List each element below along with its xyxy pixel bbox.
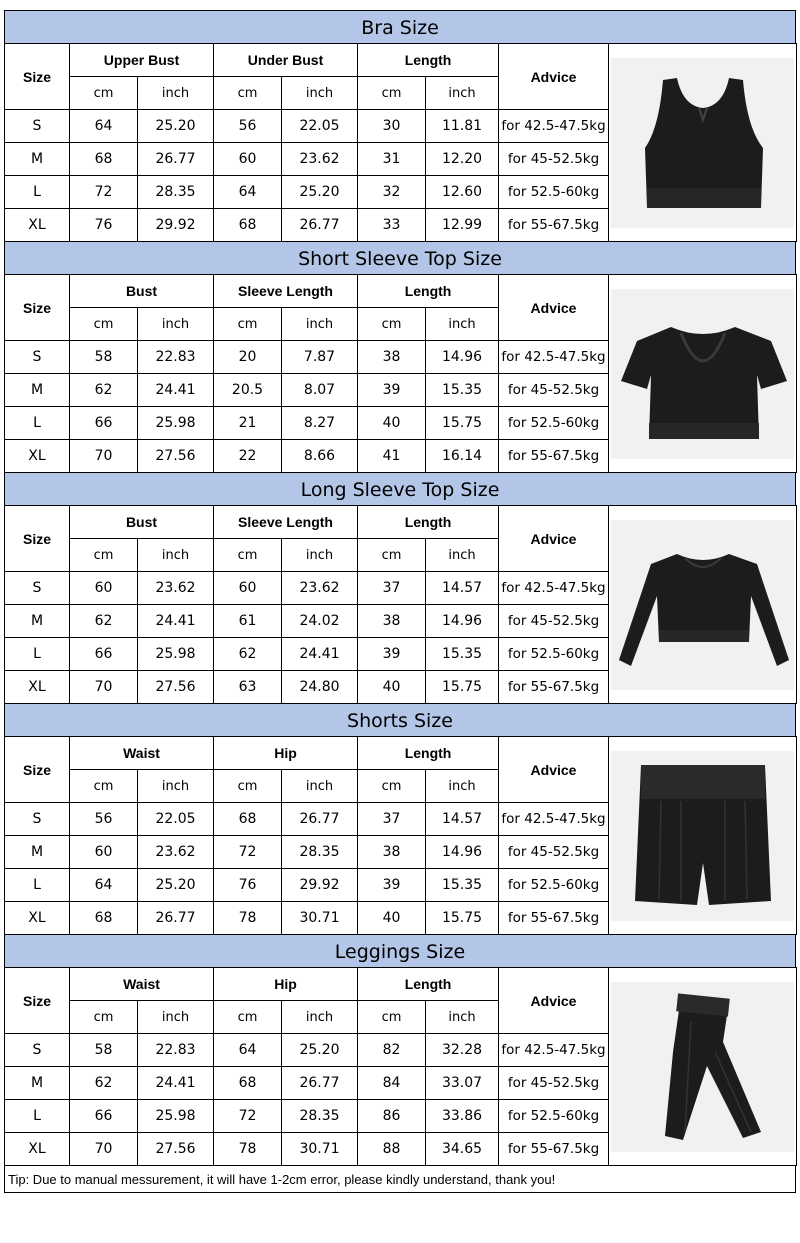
value-cell: 60: [214, 143, 282, 176]
value-cell: 31: [358, 143, 426, 176]
value-cell: 86: [358, 1100, 426, 1133]
size-cell: XL: [5, 1133, 70, 1166]
advice-header: Advice: [499, 275, 609, 341]
measure-group-header: Sleeve Length: [214, 275, 358, 308]
value-cell: 8.27: [282, 407, 358, 440]
value-cell: 78: [214, 902, 282, 935]
measure-group-header: Length: [358, 968, 499, 1001]
advice-cell: for 55-67.5kg: [499, 902, 609, 935]
value-cell: 60: [70, 836, 138, 869]
value-cell: 62: [214, 638, 282, 671]
value-cell: 15.35: [426, 638, 499, 671]
size-cell: L: [5, 638, 70, 671]
value-cell: 8.07: [282, 374, 358, 407]
value-cell: 70: [70, 1133, 138, 1166]
value-cell: 60: [214, 572, 282, 605]
value-cell: 27.56: [138, 440, 214, 473]
value-cell: 15.35: [426, 869, 499, 902]
size-cell: XL: [5, 671, 70, 704]
measure-group-header: Length: [358, 506, 499, 539]
product-photo: [609, 275, 797, 473]
size-cell: M: [5, 1067, 70, 1100]
value-cell: 39: [358, 869, 426, 902]
value-cell: 68: [214, 209, 282, 242]
value-cell: 28.35: [282, 1100, 358, 1133]
unit-cell: cm: [214, 77, 282, 110]
value-cell: 72: [214, 1100, 282, 1133]
unit-cell: cm: [214, 308, 282, 341]
value-cell: 72: [70, 176, 138, 209]
size-chart: [4, 11, 796, 1193]
value-cell: 7.87: [282, 341, 358, 374]
product-photo: [609, 506, 797, 704]
size-cell: S: [5, 572, 70, 605]
value-cell: 12.60: [426, 176, 499, 209]
value-cell: 28.35: [282, 836, 358, 869]
value-cell: 14.96: [426, 836, 499, 869]
unit-cell: cm: [358, 77, 426, 110]
value-cell: 24.41: [282, 638, 358, 671]
value-cell: 15.35: [426, 374, 499, 407]
black-long-sleeve-crop-top-image: [611, 520, 794, 690]
size-section: [4, 934, 796, 1166]
advice-cell: for 55-67.5kg: [499, 440, 609, 473]
value-cell: 26.77: [282, 209, 358, 242]
value-cell: 28.35: [138, 176, 214, 209]
unit-cell: inch: [138, 539, 214, 572]
size-section: [4, 472, 796, 704]
unit-cell: inch: [282, 539, 358, 572]
value-cell: 58: [70, 1034, 138, 1067]
value-cell: 23.62: [138, 836, 214, 869]
value-cell: 29.92: [138, 209, 214, 242]
value-cell: 27.56: [138, 1133, 214, 1166]
value-cell: 14.57: [426, 572, 499, 605]
unit-cell: inch: [282, 308, 358, 341]
advice-cell: for 45-52.5kg: [499, 1067, 609, 1100]
size-cell: XL: [5, 902, 70, 935]
value-cell: 39: [358, 374, 426, 407]
value-cell: 37: [358, 803, 426, 836]
value-cell: 40: [358, 902, 426, 935]
value-cell: 68: [214, 803, 282, 836]
size-cell: S: [5, 341, 70, 374]
value-cell: 33.07: [426, 1067, 499, 1100]
value-cell: 68: [214, 1067, 282, 1100]
value-cell: 22: [214, 440, 282, 473]
value-cell: 20.5: [214, 374, 282, 407]
value-cell: 24.41: [138, 374, 214, 407]
value-cell: 38: [358, 341, 426, 374]
measure-group-header: Waist: [70, 968, 214, 1001]
value-cell: 66: [70, 407, 138, 440]
value-cell: 14.96: [426, 341, 499, 374]
value-cell: 66: [70, 638, 138, 671]
advice-cell: for 52.5-60kg: [499, 638, 609, 671]
value-cell: 68: [70, 902, 138, 935]
value-cell: 60: [70, 572, 138, 605]
section-title: Leggings Size: [4, 934, 796, 968]
value-cell: 32: [358, 176, 426, 209]
value-cell: 14.96: [426, 605, 499, 638]
size-section: [4, 10, 796, 242]
value-cell: 29.92: [282, 869, 358, 902]
value-cell: 56: [214, 110, 282, 143]
value-cell: 76: [70, 209, 138, 242]
value-cell: 20: [214, 341, 282, 374]
size-cell: L: [5, 176, 70, 209]
value-cell: 88: [358, 1133, 426, 1166]
size-cell: S: [5, 803, 70, 836]
header-row: [5, 737, 797, 770]
size-table: [4, 43, 797, 242]
value-cell: 23.62: [282, 143, 358, 176]
unit-cell: inch: [426, 77, 499, 110]
measure-group-header: Length: [358, 275, 499, 308]
value-cell: 64: [214, 1034, 282, 1067]
value-cell: 33.86: [426, 1100, 499, 1133]
value-cell: 68: [70, 143, 138, 176]
value-cell: 40: [358, 407, 426, 440]
measure-group-header: Under Bust: [214, 44, 358, 77]
value-cell: 22.05: [138, 803, 214, 836]
value-cell: 34.65: [426, 1133, 499, 1166]
measure-group-header: Length: [358, 737, 499, 770]
size-cell: L: [5, 1100, 70, 1133]
value-cell: 15.75: [426, 902, 499, 935]
value-cell: 12.99: [426, 209, 499, 242]
value-cell: 11.81: [426, 110, 499, 143]
advice-header: Advice: [499, 44, 609, 110]
unit-cell: cm: [214, 539, 282, 572]
unit-cell: inch: [138, 308, 214, 341]
size-cell: S: [5, 1034, 70, 1067]
size-header: Size: [5, 506, 70, 572]
value-cell: 12.20: [426, 143, 499, 176]
value-cell: 64: [70, 110, 138, 143]
tip-note: Tip: Due to manual messurement, it will have 1-2cm error, please kindly understand, thank you!: [4, 1165, 796, 1193]
advice-cell: for 42.5-47.5kg: [499, 110, 609, 143]
value-cell: 22.83: [138, 1034, 214, 1067]
value-cell: 24.41: [138, 605, 214, 638]
size-header: Size: [5, 275, 70, 341]
size-section: [4, 703, 796, 935]
header-row: [5, 275, 797, 308]
value-cell: 24.41: [138, 1067, 214, 1100]
advice-cell: for 45-52.5kg: [499, 836, 609, 869]
header-row: [5, 506, 797, 539]
size-cell: M: [5, 143, 70, 176]
value-cell: 25.20: [282, 176, 358, 209]
value-cell: 21: [214, 407, 282, 440]
size-cell: XL: [5, 440, 70, 473]
unit-cell: inch: [426, 1001, 499, 1034]
value-cell: 70: [70, 671, 138, 704]
value-cell: 62: [70, 1067, 138, 1100]
advice-header: Advice: [499, 737, 609, 803]
size-cell: M: [5, 605, 70, 638]
unit-cell: inch: [138, 77, 214, 110]
product-photo: [609, 44, 797, 242]
value-cell: 58: [70, 341, 138, 374]
value-cell: 84: [358, 1067, 426, 1100]
unit-cell: cm: [358, 1001, 426, 1034]
value-cell: 72: [214, 836, 282, 869]
value-cell: 62: [70, 374, 138, 407]
value-cell: 22.05: [282, 110, 358, 143]
header-row: [5, 44, 797, 77]
section-title: Long Sleeve Top Size: [4, 472, 796, 506]
value-cell: 23.62: [138, 572, 214, 605]
advice-cell: for 42.5-47.5kg: [499, 572, 609, 605]
size-header: Size: [5, 968, 70, 1034]
value-cell: 62: [70, 605, 138, 638]
value-cell: 24.02: [282, 605, 358, 638]
unit-cell: inch: [282, 77, 358, 110]
measure-group-header: Hip: [214, 968, 358, 1001]
advice-cell: for 42.5-47.5kg: [499, 1034, 609, 1067]
advice-cell: for 42.5-47.5kg: [499, 341, 609, 374]
value-cell: 8.66: [282, 440, 358, 473]
header-row: [5, 968, 797, 1001]
size-cell: L: [5, 407, 70, 440]
size-cell: M: [5, 374, 70, 407]
black-leggings-image: [611, 982, 794, 1152]
measure-group-header: Sleeve Length: [214, 506, 358, 539]
section-title: Shorts Size: [4, 703, 796, 737]
black-ribbed-shorts-image: [611, 751, 794, 921]
value-cell: 32.28: [426, 1034, 499, 1067]
value-cell: 64: [214, 176, 282, 209]
value-cell: 16.14: [426, 440, 499, 473]
black-ribbed-sports-bra-image: [611, 58, 794, 228]
advice-cell: for 45-52.5kg: [499, 605, 609, 638]
product-photo: [609, 737, 797, 935]
value-cell: 70: [70, 440, 138, 473]
value-cell: 33: [358, 209, 426, 242]
value-cell: 25.98: [138, 407, 214, 440]
value-cell: 26.77: [138, 902, 214, 935]
advice-cell: for 52.5-60kg: [499, 407, 609, 440]
size-table: [4, 274, 797, 473]
value-cell: 22.83: [138, 341, 214, 374]
unit-cell: inch: [426, 539, 499, 572]
value-cell: 25.98: [138, 638, 214, 671]
unit-cell: inch: [138, 1001, 214, 1034]
value-cell: 15.75: [426, 671, 499, 704]
advice-cell: for 52.5-60kg: [499, 1100, 609, 1133]
measure-group-header: Hip: [214, 737, 358, 770]
unit-cell: inch: [282, 1001, 358, 1034]
value-cell: 27.56: [138, 671, 214, 704]
section-title: Bra Size: [4, 10, 796, 44]
value-cell: 37: [358, 572, 426, 605]
size-table: [4, 505, 797, 704]
unit-cell: cm: [214, 770, 282, 803]
value-cell: 64: [70, 869, 138, 902]
advice-cell: for 55-67.5kg: [499, 209, 609, 242]
value-cell: 41: [358, 440, 426, 473]
unit-cell: cm: [70, 1001, 138, 1034]
size-cell: M: [5, 836, 70, 869]
advice-cell: for 42.5-47.5kg: [499, 803, 609, 836]
value-cell: 25.20: [138, 110, 214, 143]
value-cell: 25.20: [282, 1034, 358, 1067]
value-cell: 30.71: [282, 902, 358, 935]
size-cell: L: [5, 869, 70, 902]
value-cell: 23.62: [282, 572, 358, 605]
value-cell: 26.77: [282, 1067, 358, 1100]
unit-cell: cm: [70, 77, 138, 110]
value-cell: 39: [358, 638, 426, 671]
size-cell: XL: [5, 209, 70, 242]
value-cell: 15.75: [426, 407, 499, 440]
measure-group-header: Bust: [70, 506, 214, 539]
unit-cell: cm: [70, 308, 138, 341]
value-cell: 25.98: [138, 1100, 214, 1133]
unit-cell: inch: [282, 770, 358, 803]
size-cell: S: [5, 110, 70, 143]
value-cell: 63: [214, 671, 282, 704]
value-cell: 25.20: [138, 869, 214, 902]
advice-header: Advice: [499, 968, 609, 1034]
size-table: [4, 736, 797, 935]
section-title: Short Sleeve Top Size: [4, 241, 796, 275]
value-cell: 56: [70, 803, 138, 836]
value-cell: 26.77: [138, 143, 214, 176]
advice-cell: for 45-52.5kg: [499, 143, 609, 176]
size-header: Size: [5, 737, 70, 803]
value-cell: 14.57: [426, 803, 499, 836]
unit-cell: inch: [426, 770, 499, 803]
unit-cell: cm: [70, 770, 138, 803]
advice-header: Advice: [499, 506, 609, 572]
advice-cell: for 52.5-60kg: [499, 176, 609, 209]
value-cell: 61: [214, 605, 282, 638]
size-table: [4, 967, 797, 1166]
unit-cell: cm: [358, 539, 426, 572]
measure-group-header: Upper Bust: [70, 44, 214, 77]
value-cell: 76: [214, 869, 282, 902]
measure-group-header: Length: [358, 44, 499, 77]
unit-cell: inch: [138, 770, 214, 803]
value-cell: 30: [358, 110, 426, 143]
value-cell: 82: [358, 1034, 426, 1067]
measure-group-header: Bust: [70, 275, 214, 308]
size-header: Size: [5, 44, 70, 110]
advice-cell: for 55-67.5kg: [499, 1133, 609, 1166]
size-section: [4, 241, 796, 473]
value-cell: 38: [358, 605, 426, 638]
value-cell: 26.77: [282, 803, 358, 836]
product-photo: [609, 968, 797, 1166]
value-cell: 24.80: [282, 671, 358, 704]
measure-group-header: Waist: [70, 737, 214, 770]
value-cell: 78: [214, 1133, 282, 1166]
black-short-sleeve-crop-top-image: [611, 289, 794, 459]
advice-cell: for 45-52.5kg: [499, 374, 609, 407]
unit-cell: cm: [70, 539, 138, 572]
unit-cell: cm: [214, 1001, 282, 1034]
advice-cell: for 52.5-60kg: [499, 869, 609, 902]
unit-cell: inch: [426, 308, 499, 341]
value-cell: 66: [70, 1100, 138, 1133]
unit-cell: cm: [358, 770, 426, 803]
value-cell: 30.71: [282, 1133, 358, 1166]
advice-cell: for 55-67.5kg: [499, 671, 609, 704]
value-cell: 40: [358, 671, 426, 704]
value-cell: 38: [358, 836, 426, 869]
unit-cell: cm: [358, 308, 426, 341]
